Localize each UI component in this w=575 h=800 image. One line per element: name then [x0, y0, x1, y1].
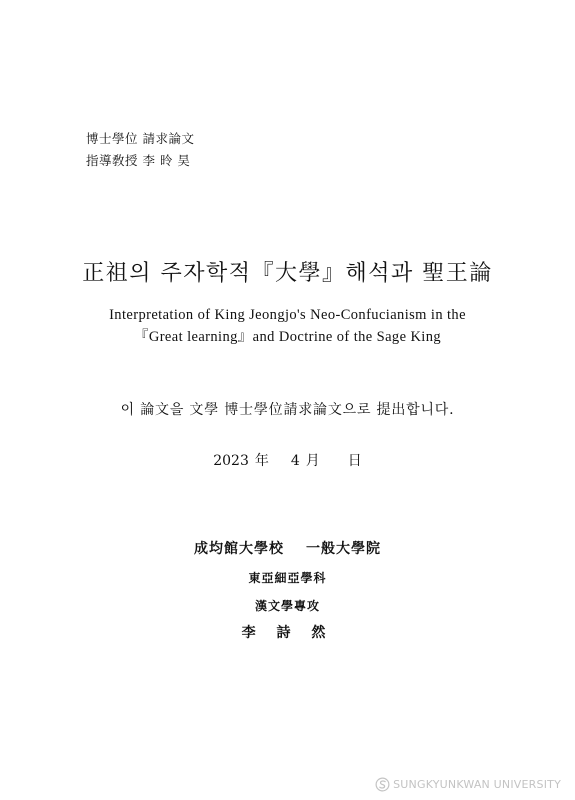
date-year-unit: 年 [254, 453, 269, 469]
university-watermark [375, 777, 561, 792]
english-title [0, 304, 575, 348]
date-day-unit: 日 [347, 453, 362, 469]
school-line [0, 538, 575, 560]
major: 漢文學專攻 [254, 599, 320, 613]
date-month-unit: 月 [305, 453, 320, 469]
date-month: 4 [290, 453, 300, 469]
degree-info [86, 128, 194, 172]
author-name: 李 詩 然 [241, 625, 334, 641]
university-name: 成均館大學校 [194, 541, 284, 557]
watermark-text: SUNGKYUNKWAN UNIVERSITY [393, 778, 561, 791]
submission-date [0, 450, 575, 470]
advisor: 指導敎授 李 昤 昊 [86, 153, 191, 168]
korean-title: 正祖의 주자학적『大學』해석과 聖王論 [82, 261, 493, 286]
affiliation [0, 538, 575, 643]
graduate-school-name: 一般大學院 [306, 541, 381, 557]
date-year: 2023 [213, 453, 249, 469]
english-title-line-2: 『Great learning』and Doctrine of the Sage King [133, 329, 442, 345]
university-logo-icon [375, 777, 390, 792]
department: 東亞細亞學科 [248, 571, 327, 585]
submission-statement: 이 論文을 文學 博士學位請求論文으로 提出합니다. [120, 402, 455, 418]
english-title-line-1: Interpretation of King Jeongjo's Neo-Confucianism in the [109, 307, 466, 323]
degree-type: 博士學位 請求論文 [86, 131, 195, 146]
